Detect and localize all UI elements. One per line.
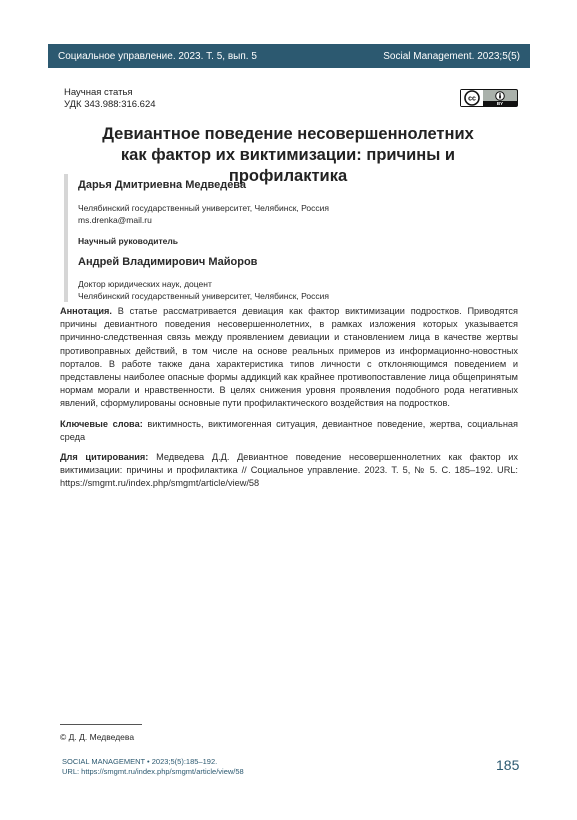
article-meta xyxy=(64,87,156,111)
abstract-label: Аннотация. xyxy=(60,306,112,316)
supervisor-degree: Доктор юридических наук, доцент xyxy=(78,279,212,289)
page-footer xyxy=(62,757,244,777)
cc-text: cc xyxy=(468,95,476,103)
journal-header-en: Social Management. 2023;5(5) xyxy=(383,50,520,62)
author-accent-bar xyxy=(64,174,68,302)
footnote-divider xyxy=(60,724,142,725)
supervisor-affiliation: Челябинский государственный университет, Челябинск, Россия xyxy=(78,291,330,301)
article-type: Научная статья xyxy=(64,87,133,98)
footer-journal-ref: SOCIAL MANAGEMENT • 2023;5(5):185–192. xyxy=(62,757,218,766)
author-email[interactable]: ms.drenka@mail.ru xyxy=(78,215,152,225)
journal-header-bar xyxy=(48,44,530,68)
citation-text: Медведева Д.Д. Девиантное поведение несовершеннолетних как фактор их виктимизации: причины и профилактика // Социальное управление. 2023. Т. 5, № 5. С. 185–192. URL: https://smgmt.ru/index.php/smgmt/article/view/58 xyxy=(60,452,518,489)
copyright-note: © Д. Д. Медведева xyxy=(60,732,135,742)
title-line-1: Девиантное поведение несовершеннолетних xyxy=(102,125,474,143)
supervisor-name: Андрей Владимирович Майоров xyxy=(78,256,258,268)
supervisor-label: Научный руководитель xyxy=(78,236,178,246)
cc-by-license-badge[interactable] xyxy=(460,89,518,107)
keywords-text: виктимность, виктимогенная ситуация, девиантное поведение, жертва, социальная среда xyxy=(60,418,518,442)
footer-url[interactable]: URL: https://smgmt.ru/index.php/smgmt/article/view/58 xyxy=(62,767,244,776)
journal-header-ru: Социальное управление. 2023. Т. 5, вып. 5 xyxy=(58,50,257,62)
udc-code: УДК 343.988:316.624 xyxy=(64,99,156,110)
citation-paragraph xyxy=(60,451,518,491)
abstract-paragraph xyxy=(60,305,518,411)
title-line-2: как фактор их виктимизации: причины и профилактика xyxy=(120,146,456,185)
keywords-label: Ключевые слова: xyxy=(60,418,143,429)
citation-label: Для цитирования: xyxy=(60,452,149,463)
abstract-section xyxy=(60,305,518,498)
by-label: BY xyxy=(483,101,517,106)
author-block xyxy=(78,174,518,302)
page-number: 185 xyxy=(496,757,520,773)
keywords-paragraph xyxy=(60,418,518,444)
author-affiliation: Челябинский государственный университет, Челябинск, Россия xyxy=(78,203,330,213)
author-name: Дарья Дмитриевна Медведева xyxy=(78,179,247,191)
by-icon xyxy=(483,90,517,106)
cc-icon xyxy=(461,90,483,106)
abstract-text: В статье рассматривается девиация как фактор виктимизации подростков. Приводятся причины девиантного поведения несовершеннолетних, в рамках изложения которых указывается причинно-следственная связь между проявлением девиации и становлением лица в качестве жертвы противоправных действий, в том числе на основе реальных примеров из информационно-новостных порталов. В работе также дана характеристика типов личности с отклоняющимся поведением и представлены наиболее опасные формы аддикций как крайнее противопоставление лица общепринятым нормам морали и нравственности. В целях снижения уровня проявления подобного рода негативных явлений, сформулированы основные пути профилактического воздействия на подростков. xyxy=(60,306,518,409)
